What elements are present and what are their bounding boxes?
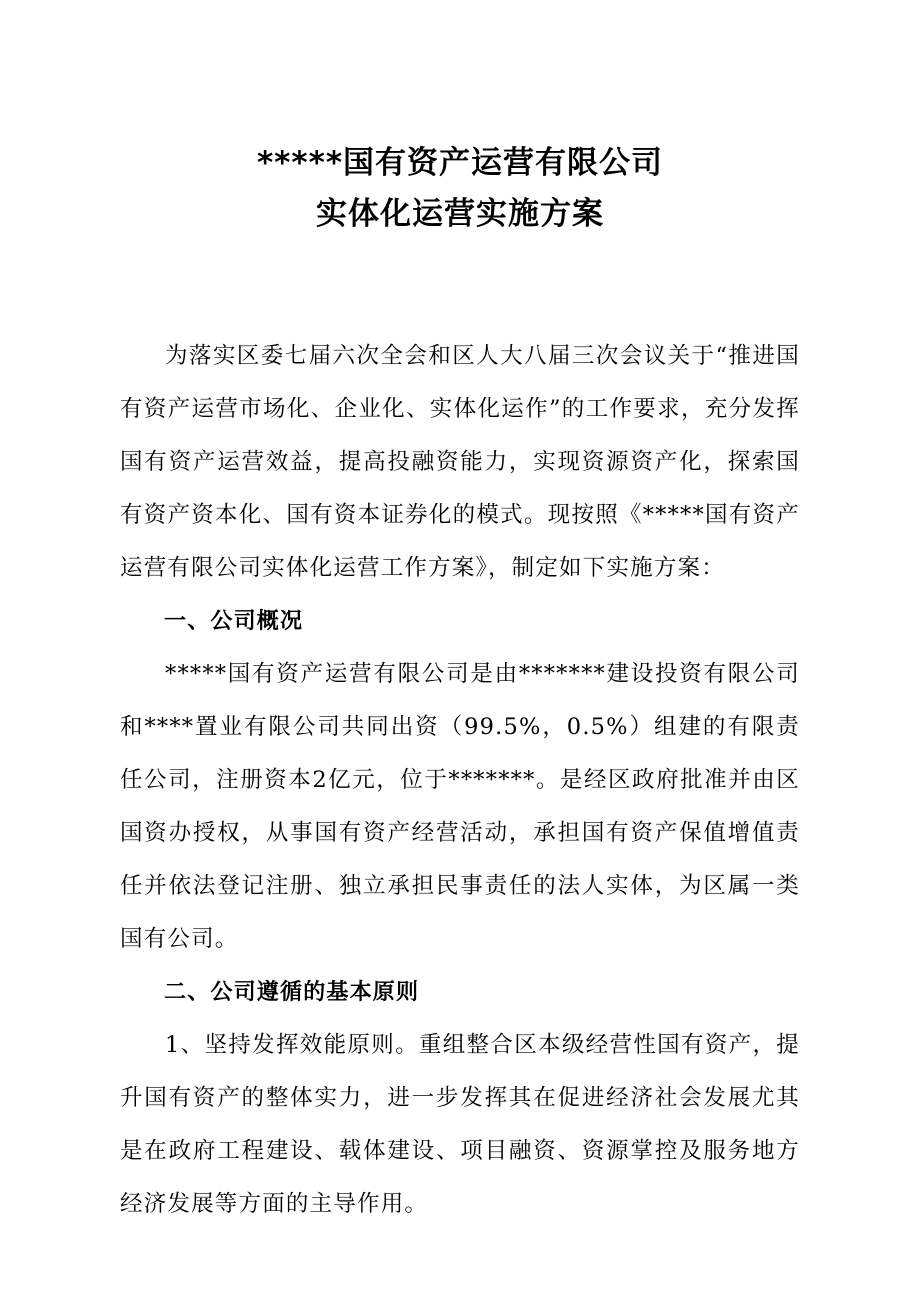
intro-paragraph: 为落实区委七届六次全会和区人大八届三次会议关于“推进国有资产运营市场化、企业化、实体化运作”的工作要求，充分发挥国有资产运营效益，提高投融资能力，实现资源资产化，探索国有资产资本化、国有资本证券化的模式。现按照《*****国有资产运营有限公司实体化运营工作方案》，制定如下实施方案：	[120, 343, 800, 581]
section-1-heading: 一、公司概况	[164, 609, 304, 634]
document-body	[120, 330, 800, 1231]
document-title-line-1: *****国有资产运营有限公司	[256, 145, 664, 181]
section-1-paragraph: *****国有资产运营有限公司是由*******建设投资有限公司和****置业有限公司共同出资（99.5%，0.5%）组建的有限责任公司，注册资本2亿元，位于*******。是经区政府批准并由区国资办授权，从事国有资产经营活动，承担国有资产保值增值责任并依法登记注册、独立承担民事责任的法人实体，为区属一类国有公司。	[120, 661, 800, 952]
document-title-line-2: 实体化运营实施方案	[316, 196, 604, 232]
section-2-heading: 二、公司遵循的基本原则	[164, 980, 420, 1005]
section-2-item-1: 1、坚持发挥效能原则。重组整合区本级经营性国有资产，提升国有资产的整体实力，进一步发挥其在促进经济社会发展尤其是在政府工程建设、载体建设、项目融资、资源掌控及服务地方经济发展等方面的主导作用。	[120, 1032, 800, 1217]
